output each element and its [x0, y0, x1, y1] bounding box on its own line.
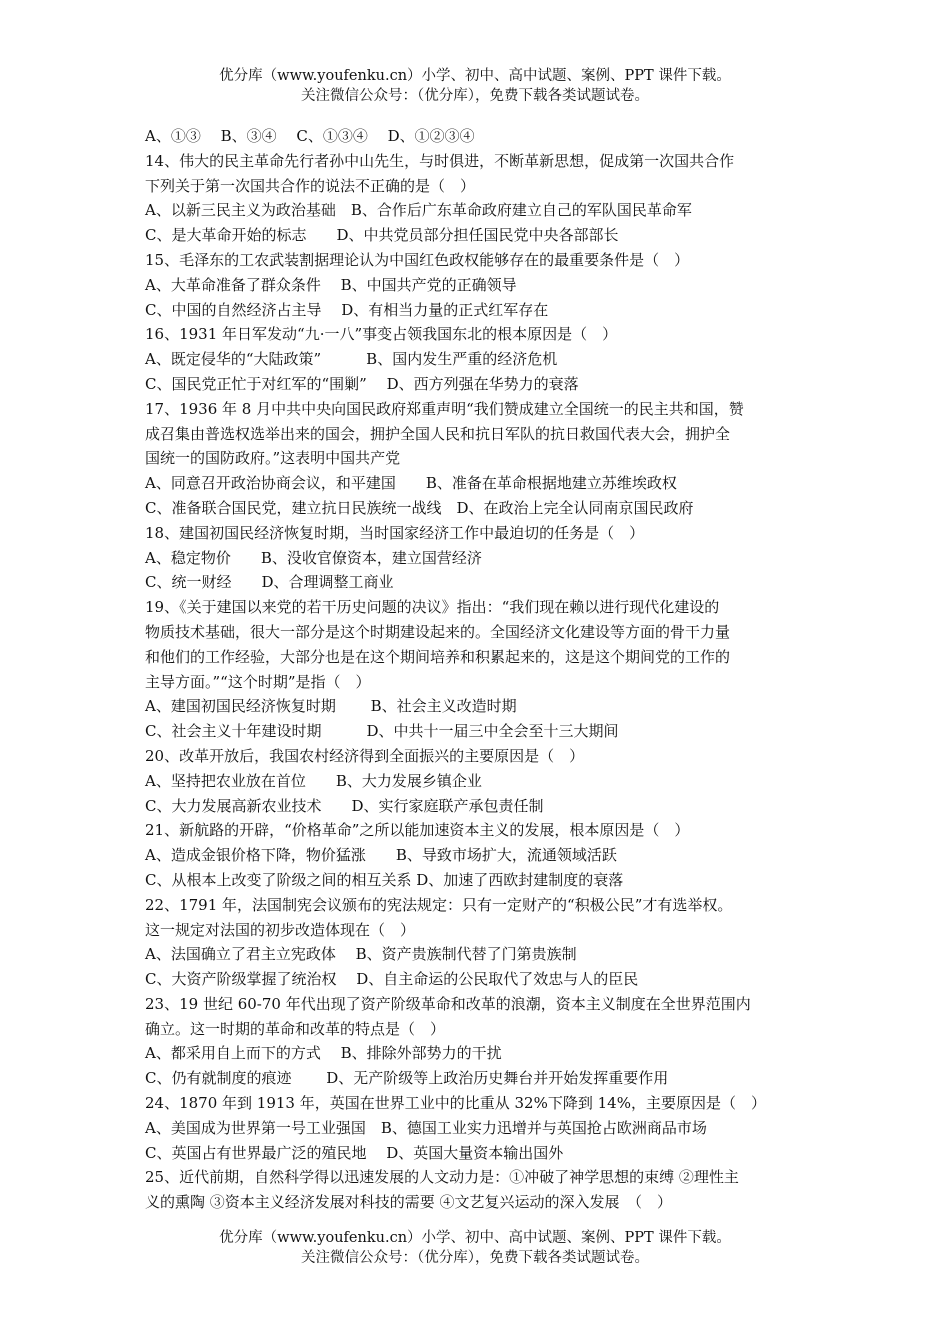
text-line: 17、1936 年 8 月中共中央向国民政府郑重声明“我们赞成建立全国统一的民主共和国，赞	[145, 399, 744, 418]
text-line: C、统一财经 D、合理调整工商业	[145, 573, 394, 592]
text-line: A、稳定物价 B、没收官僚资本，建立国营经济	[145, 548, 482, 567]
header-line-2: 关注微信公众号：（优分库），免费下载各类试题试卷。	[301, 88, 649, 104]
header-line-1: 优分库（www.youfenku.cn）小学、初中、高中试题、案例、PPT 课件下载。	[219, 68, 731, 84]
text-line: 23、19 世纪 60-70 年代出现了资产阶级革命和改革的浪潮，资本主义制度在全世界范围内	[145, 994, 751, 1013]
text-line: C、大资产阶级掌握了统治权 D、自主命运的公民取代了效忠与人的臣民	[145, 970, 639, 989]
text-line: 25、近代前期，自然科学得以迅速发展的人文动力是：①冲破了神学思想的束缚 ②理性主	[145, 1168, 739, 1187]
text-line: 21、新航路的开辟，“价格革命”之所以能加速资本主义的发展，根本原因是（ ）	[145, 821, 690, 840]
text-line: A、造成金银价格下降，物价猛涨 B、导致市场扩大，流通领域活跃	[145, 846, 617, 865]
text-line: 下列关于第一次国共合作的说法不正确的是（ ）	[145, 176, 476, 195]
text-line: C、中国的自然经济占主导 D、有相当力量的正式红军存在	[145, 300, 549, 319]
text-line: A、以新三民主义为政治基础 B、合作后广东革命政府建立自己的军队国民革命军	[145, 201, 692, 220]
text-line: A、同意召开政治协商会议，和平建国 B、准备在革命根据地建立苏维埃政权	[145, 474, 677, 493]
text-line: 确立。这一时期的革命和改革的特点是（ ）	[145, 1019, 446, 1038]
text-line: 和他们的工作经验，大部分也是在这个期间培养和积累起来的，这是这个期间党的工作的	[145, 647, 731, 666]
text-line: C、从根本上改变了阶级之间的相互关系 D、加速了西欧封建制度的衰落	[145, 870, 624, 889]
text-line: 这一规定对法国的初步改造体现在（ ）	[145, 920, 416, 939]
text-line: A、法国确立了君主立宪政体 B、资产贵族制代替了门第贵族制	[145, 945, 577, 964]
text-line: A、美国成为世界第一号工业强国 B、德国工业实力迅增并与英国抢占欧洲商品市场	[145, 1118, 707, 1137]
text-line: 义的熏陶 ③资本主义经济发展对科技的需要 ④文艺复兴运动的深入发展 （ ）	[145, 1193, 673, 1212]
text-line: 15、毛泽东的工农武装割据理论认为中国红色政权能够存在的最重要条件是（ ）	[145, 250, 690, 269]
text-line: 18、建国初国民经济恢复时期，当时国家经济工作中最迫切的任务是（ ）	[145, 523, 645, 542]
text-line: C、仍有就制度的痕迹 D、无产阶级等上政治历史舞台并开始发挥重要作用	[145, 1069, 669, 1088]
text-line: C、社会主义十年建设时期 D、中共十一届三中全会至十三大期间	[145, 722, 619, 741]
text-line: A、大革命准备了群众条件 B、中国共产党的正确领导	[145, 275, 517, 294]
text-line: C、国民党正忙于对红军的“围剿” D、西方列强在华势力的衰落	[145, 374, 579, 393]
text-line: 24、1870 年到 1913 年，英国在世界工业中的比重从 32%下降到 14%，主要原因是（ ）	[145, 1094, 766, 1113]
text-line: C、英国占有世界最广泛的殖民地 D、英国大量资本输出国外	[145, 1143, 564, 1162]
text-line: 国统一的国防政府。”这表明中国共产党	[145, 449, 401, 468]
question-content	[145, 124, 815, 1215]
text-line: 19、《关于建国以来党的若干历史问题的决议》指出：“我们现在赖以进行现代化建设的	[145, 598, 720, 617]
text-line: 20、改革开放后，我国农村经济得到全面振兴的主要原因是（ ）	[145, 746, 585, 765]
text-line: A、坚持把农业放在首位 B、大力发展乡镇企业	[145, 771, 482, 790]
page-header	[0, 66, 950, 106]
footer-line-1: 优分库（www.youfenku.cn）小学、初中、高中试题、案例、PPT 课件下载。	[219, 1230, 731, 1246]
text-line: C、大力发展高新农业技术 D、实行家庭联产承包责任制	[145, 796, 544, 815]
text-line: 16、1931 年日军发动“九·一八”事变占领我国东北的根本原因是（ ）	[145, 325, 618, 344]
footer-line-2: 关注微信公众号：（优分库），免费下载各类试题试卷。	[301, 1250, 649, 1266]
text-line: C、是大革命开始的标志 D、中共党员部分担任国民党中央各部部长	[145, 226, 619, 245]
text-line: A、既定侵华的“大陆政策” B、国内发生严重的经济危机	[145, 350, 558, 369]
text-line: C、准备联合国民党，建立抗日民族统一战线 D、在政治上完全认同南京国民政府	[145, 498, 694, 517]
page-footer	[0, 1228, 950, 1268]
text-line: 成召集由普选权选举出来的国会，拥护全国人民和抗日军队的抗日救国代表大会，拥护全	[145, 424, 731, 443]
text-line: 22、1791 年，法国制宪会议颁布的宪法规定：只有一定财产的“积极公民”才有选举权。	[145, 895, 733, 914]
text-line: 14、伟大的民主革命先行者孙中山先生，与时俱进，不断革新思想，促成第一次国共合作	[145, 151, 735, 170]
text-line: A、建国初国民经济恢复时期 B、社会主义改造时期	[145, 697, 517, 716]
text-line: 物质技术基础，很大一部分是这个时期建设起来的。全国经济文化建设等方面的骨干力量	[145, 622, 731, 641]
text-line: A、①③ B、③④ C、①③④ D、①②③④	[145, 127, 475, 145]
text-line: 主导方面。”“这个时期”是指（ ）	[145, 672, 371, 691]
text-line: A、都采用自上而下的方式 B、排除外部势力的干扰	[145, 1044, 502, 1063]
